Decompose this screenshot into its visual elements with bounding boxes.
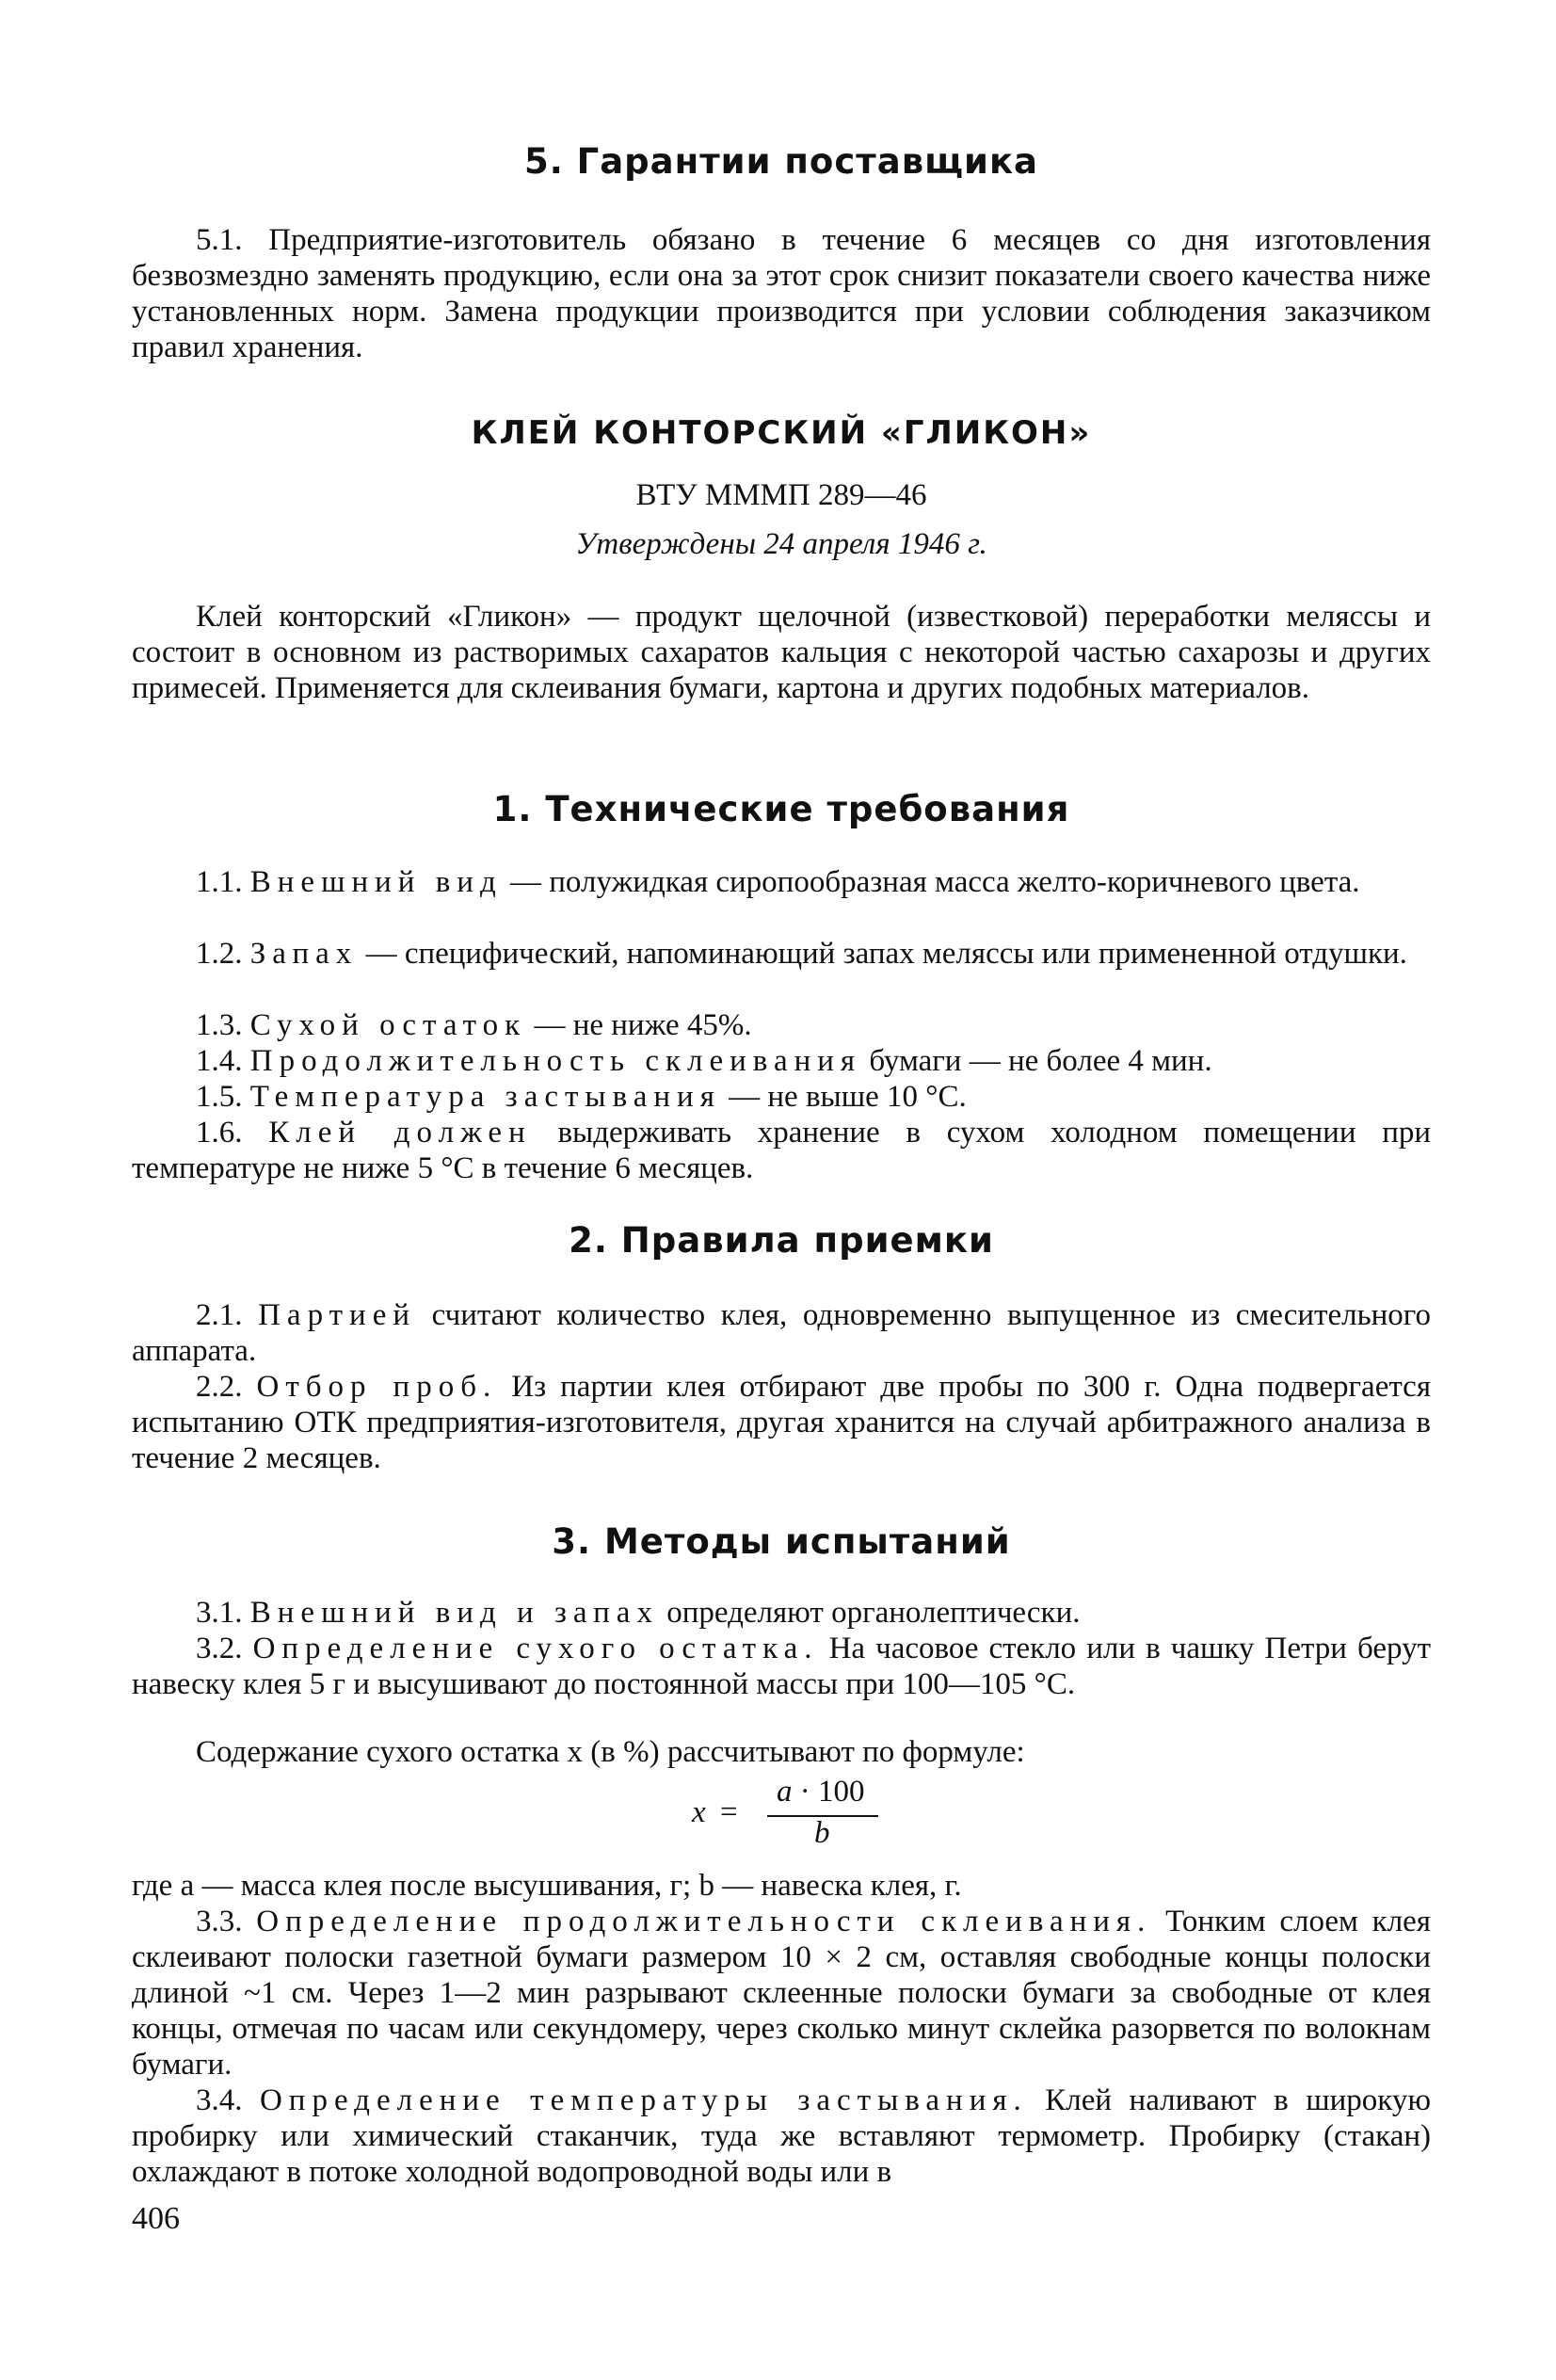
formula-denominator: b [814,1816,830,1850]
item-3-1: 3.1. Внешний вид и запах определяют органолептически. [196,1596,1081,1630]
item-1-4: 1.4. Продолжительность склеивания бумаги — не более 4 мин. [196,1044,1212,1078]
item-2-1: 2.1. Партией считают количество клея, одновременно выпущенное из смесительного аппарата. [132,1298,1431,1368]
formula-numerator: a · 100 [777,1775,865,1809]
item-3-2: 3.2. Определение сухого остатка. На часовое стекло или в чашку Петри берут навеску клея 5 г и высушивают до постоянной массы при 100—105 °С. [132,1632,1432,1701]
item-term: Определение температуры застывания. [259,2083,1028,2117]
item-term: Партией [258,1298,417,1332]
item-1-6: 1.6. Клей должен выдерживать хранение в сухом холодном помещении при температуре не ниже 5 °С в течение 6 месяцев. [132,1116,1432,1185]
item-1-3: 1.3. Сухой остаток — не ниже 45%. [196,1008,752,1042]
item-1-1: 1.1. Внешний вид — полужидкая сиропообразная масса желто-коричневого цвета. [196,865,1360,899]
product-intro: Клей конторский «Гликон» — продукт щелочной (известковой) переработки меляссы и состоит в основном из растворимых сахаратов кальция с некоторой частью сахарозы и других примесей. Применяется для склеивания бумаги, картона и других подобных материалов. [132,600,1431,705]
dry-residue-formula [692,1775,880,1855]
product-title: КЛЕЙ КОНТОРСКИЙ «ГЛИКОН» [471,414,1092,452]
item-3-3: 3.3. Определение продолжительности склеивания. Тонким слоем клея склеивают полоски газетной бумаги размером 10 × 2 см, оставляя свободные концы полоски длиной ~1 см. Через 1—2 мин разрывают склеенные полоски бумаги за свободные от клея концы, отмечая по часам или секундомеру, через сколько минут склейка разорвется по волокнам бумаги. [132,1905,1431,2082]
item-3-4: 3.4. Определение температуры застывания. Клей наливают в широкую пробирку или химический стаканчик, туда же вставляют термометр. Пробирку (стакан) охлаждают в потоке холодной водопроводной воды или в [132,2083,1431,2189]
item-term: Отбор проб. [256,1370,498,1404]
item-term: Сухой остаток [249,1008,527,1042]
item-term: Определение сухого остатка. [252,1632,819,1665]
item-term: Температура застывания [249,1080,721,1114]
item-term: Внешний вид [249,865,503,899]
formula-intro: Содержание сухого остатка x (в %) рассчитывают по формуле: [196,1735,1025,1769]
section-5-heading: 5. Гарантии поставщика [523,141,1039,182]
formula-legend: где a — масса клея после высушивания, г; b — навеска клея, г. [132,1869,962,1903]
item-term: Клей должен [268,1116,532,1150]
formula-lhs: x [692,1795,706,1829]
item-term: Запах [249,937,359,971]
standard-code: ВТУ МММП 289—46 [635,478,927,512]
section-3-heading: 3. Методы испытаний [552,1521,1011,1562]
paragraph-5-1: 5.1. Предприятие-изготовитель обязано в течение 6 месяцев со дня изготовления безвозмездно заменять продукцию, если она за этот срок снизит показатели своего качества ниже установленных норм. Замена продукции производится при условии соблюдения заказчиком правил хранения. [132,223,1431,364]
page-number: 406 [132,2201,180,2236]
item-term: Внешний вид и запах [249,1596,659,1630]
section-2-heading: 2. Правила приемки [569,1220,994,1261]
item-1-2: 1.2. Запах — специфический, напоминающий запах меляссы или примененной отдушки. [196,937,1407,971]
formula-equals: = [720,1795,738,1829]
item-term: Продолжительность склеивания [249,1044,862,1078]
item-term: Определение продолжительности склеивания. [256,1905,1152,1938]
approval-date: Утверждены 24 апреля 1946 г. [575,527,987,561]
item-2-2: 2.2. Отбор проб. Из партии клея отбирают две пробы по 300 г. Одна подвергается испытанию ОТК предприятия-изготовителя, другая хранится на случай арбитражного анализа в течение 2 месяцев. [132,1370,1432,1475]
section-1-heading: 1. Технические требования [492,789,1070,829]
item-1-5: 1.5. Температура застывания — не выше 10 °С. [196,1080,967,1114]
